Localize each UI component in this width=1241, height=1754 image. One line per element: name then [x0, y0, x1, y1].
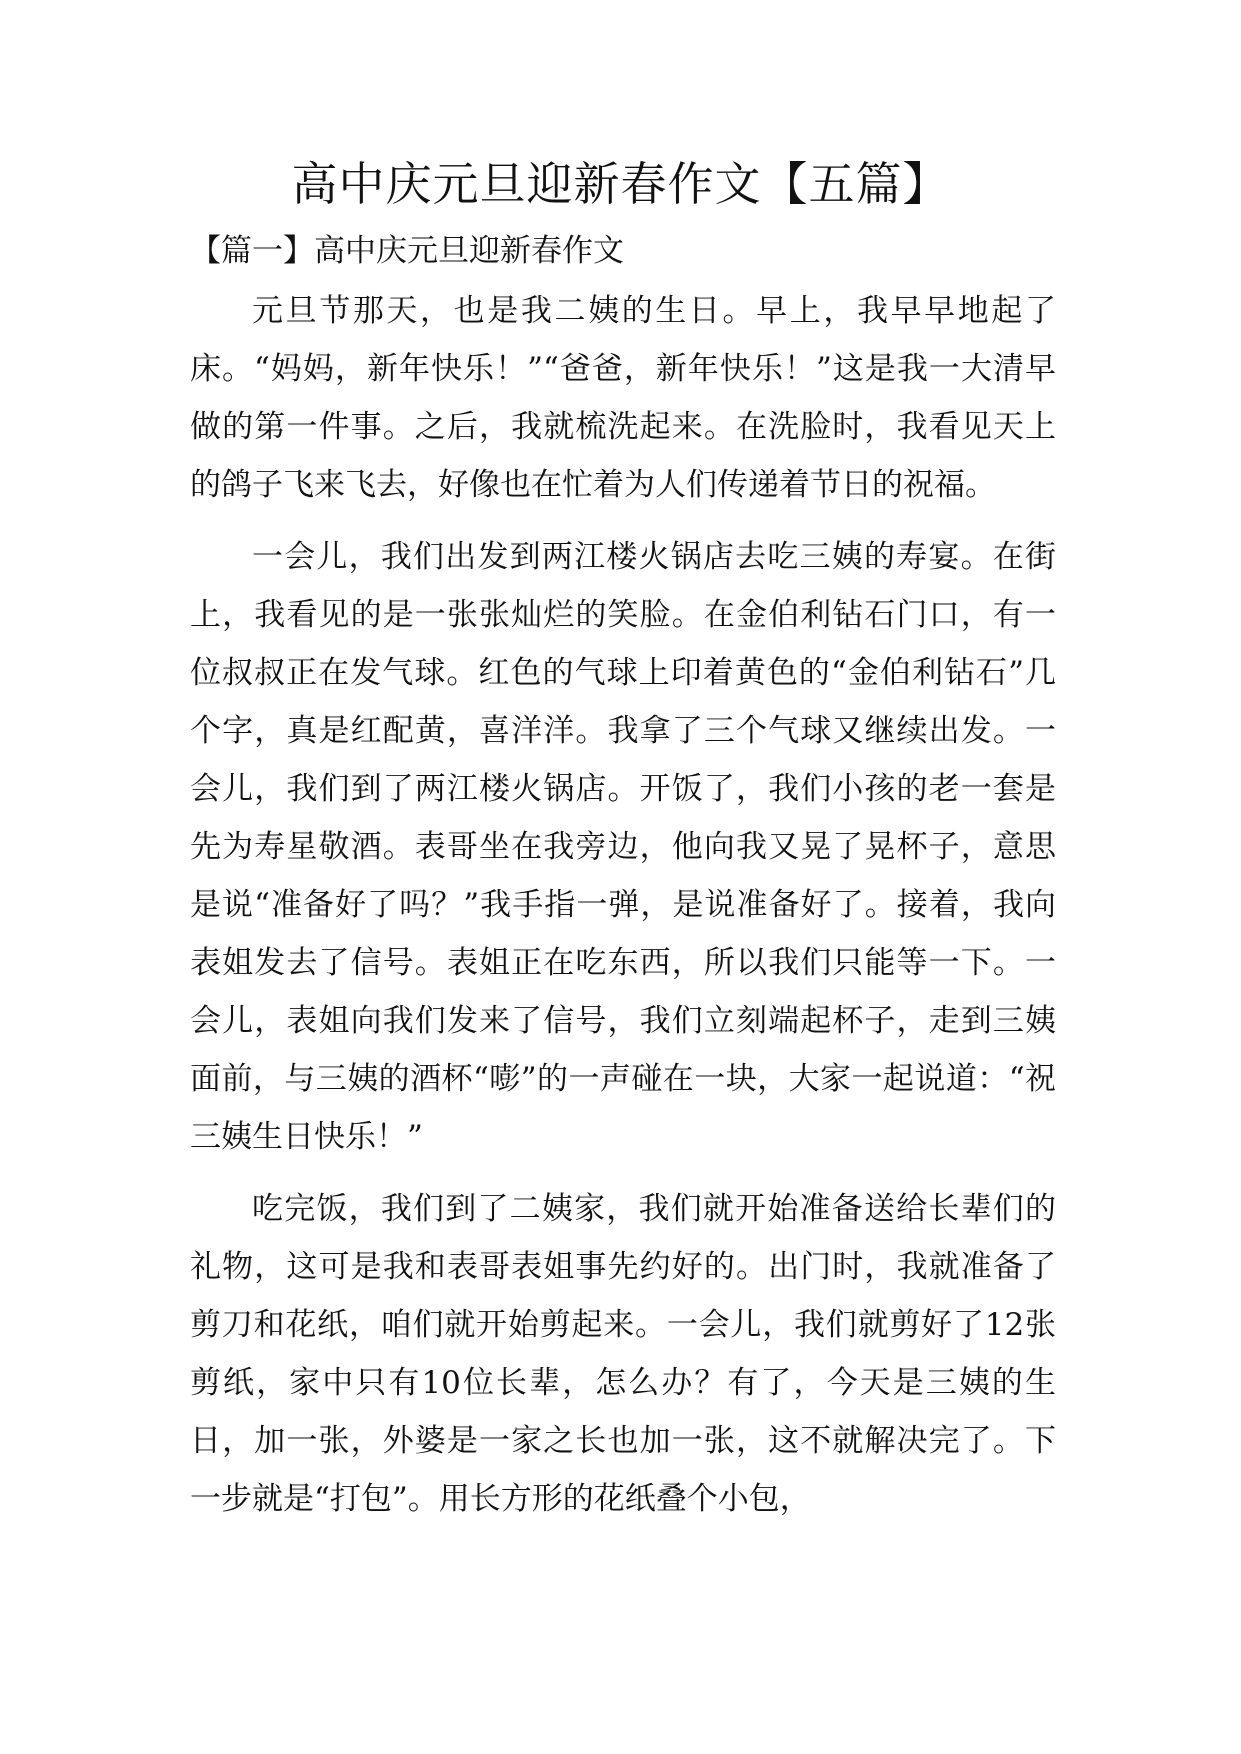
document-body — [190, 282, 1056, 1542]
section-heading: 【篇一】高中庆元旦迎新春作文 — [190, 233, 624, 269]
paragraph: 吃完饭，我们到了二姨家，我们就开始准备送给长辈们的礼物，这可是我和表哥表姐事先约好的。出门时，我就准备了剪刀和花纸，咱们就开始剪起来。一会儿，我们就剪好了12张剪纸，家中只有10位长辈，怎么办？有了，今天是三姨的生日，加一张，外婆是一家之长也加一张，这不就解决完了。下一步就是“打包”。用长方形的花纸叠个小包， — [190, 1191, 1056, 1517]
document-title: 高中庆元旦迎新春作文【五篇】 — [291, 157, 950, 211]
paragraph: 元旦节那天，也是我二姨的生日。早上，我早早地起了床。“妈妈，新年快乐！”“爸爸，新年快乐！”这是我一大清早做的第一件事。之后，我就梳洗起来。在洗脸时，我看见天上的鸽子飞来飞去，好像也在忙着为人们传递着节日的祝福。 — [190, 293, 1056, 503]
paragraph: 一会儿，我们出发到两江楼火锅店去吃三姨的寿宴。在街上，我看见的是一张张灿烂的笑脸。在金伯利钻石门口，有一位叔叔正在发气球。红色的气球上印着黄色的“金伯利钻石”几个字，真是红配黄，喜洋洋。我拿了三个气球又继续出发。一会儿，我们到了两江楼火锅店。开饭了，我们小孩的老一套是先为寿星敬酒。表哥坐在我旁边，他向我又晃了晃杯子，意思是说“准备好了吗？”我手指一弹，是说准备好了。接着，我向表姐发去了信号。表姐正在吃东西，所以我们只能等一下。一会儿，表姐向我们发来了信号，我们立刻端起杯子，走到三姨面前，与三姨的酒杯“嘭”的一声碰在一块，大家一起说道：“祝三姨生日快乐！” — [190, 539, 1056, 1155]
